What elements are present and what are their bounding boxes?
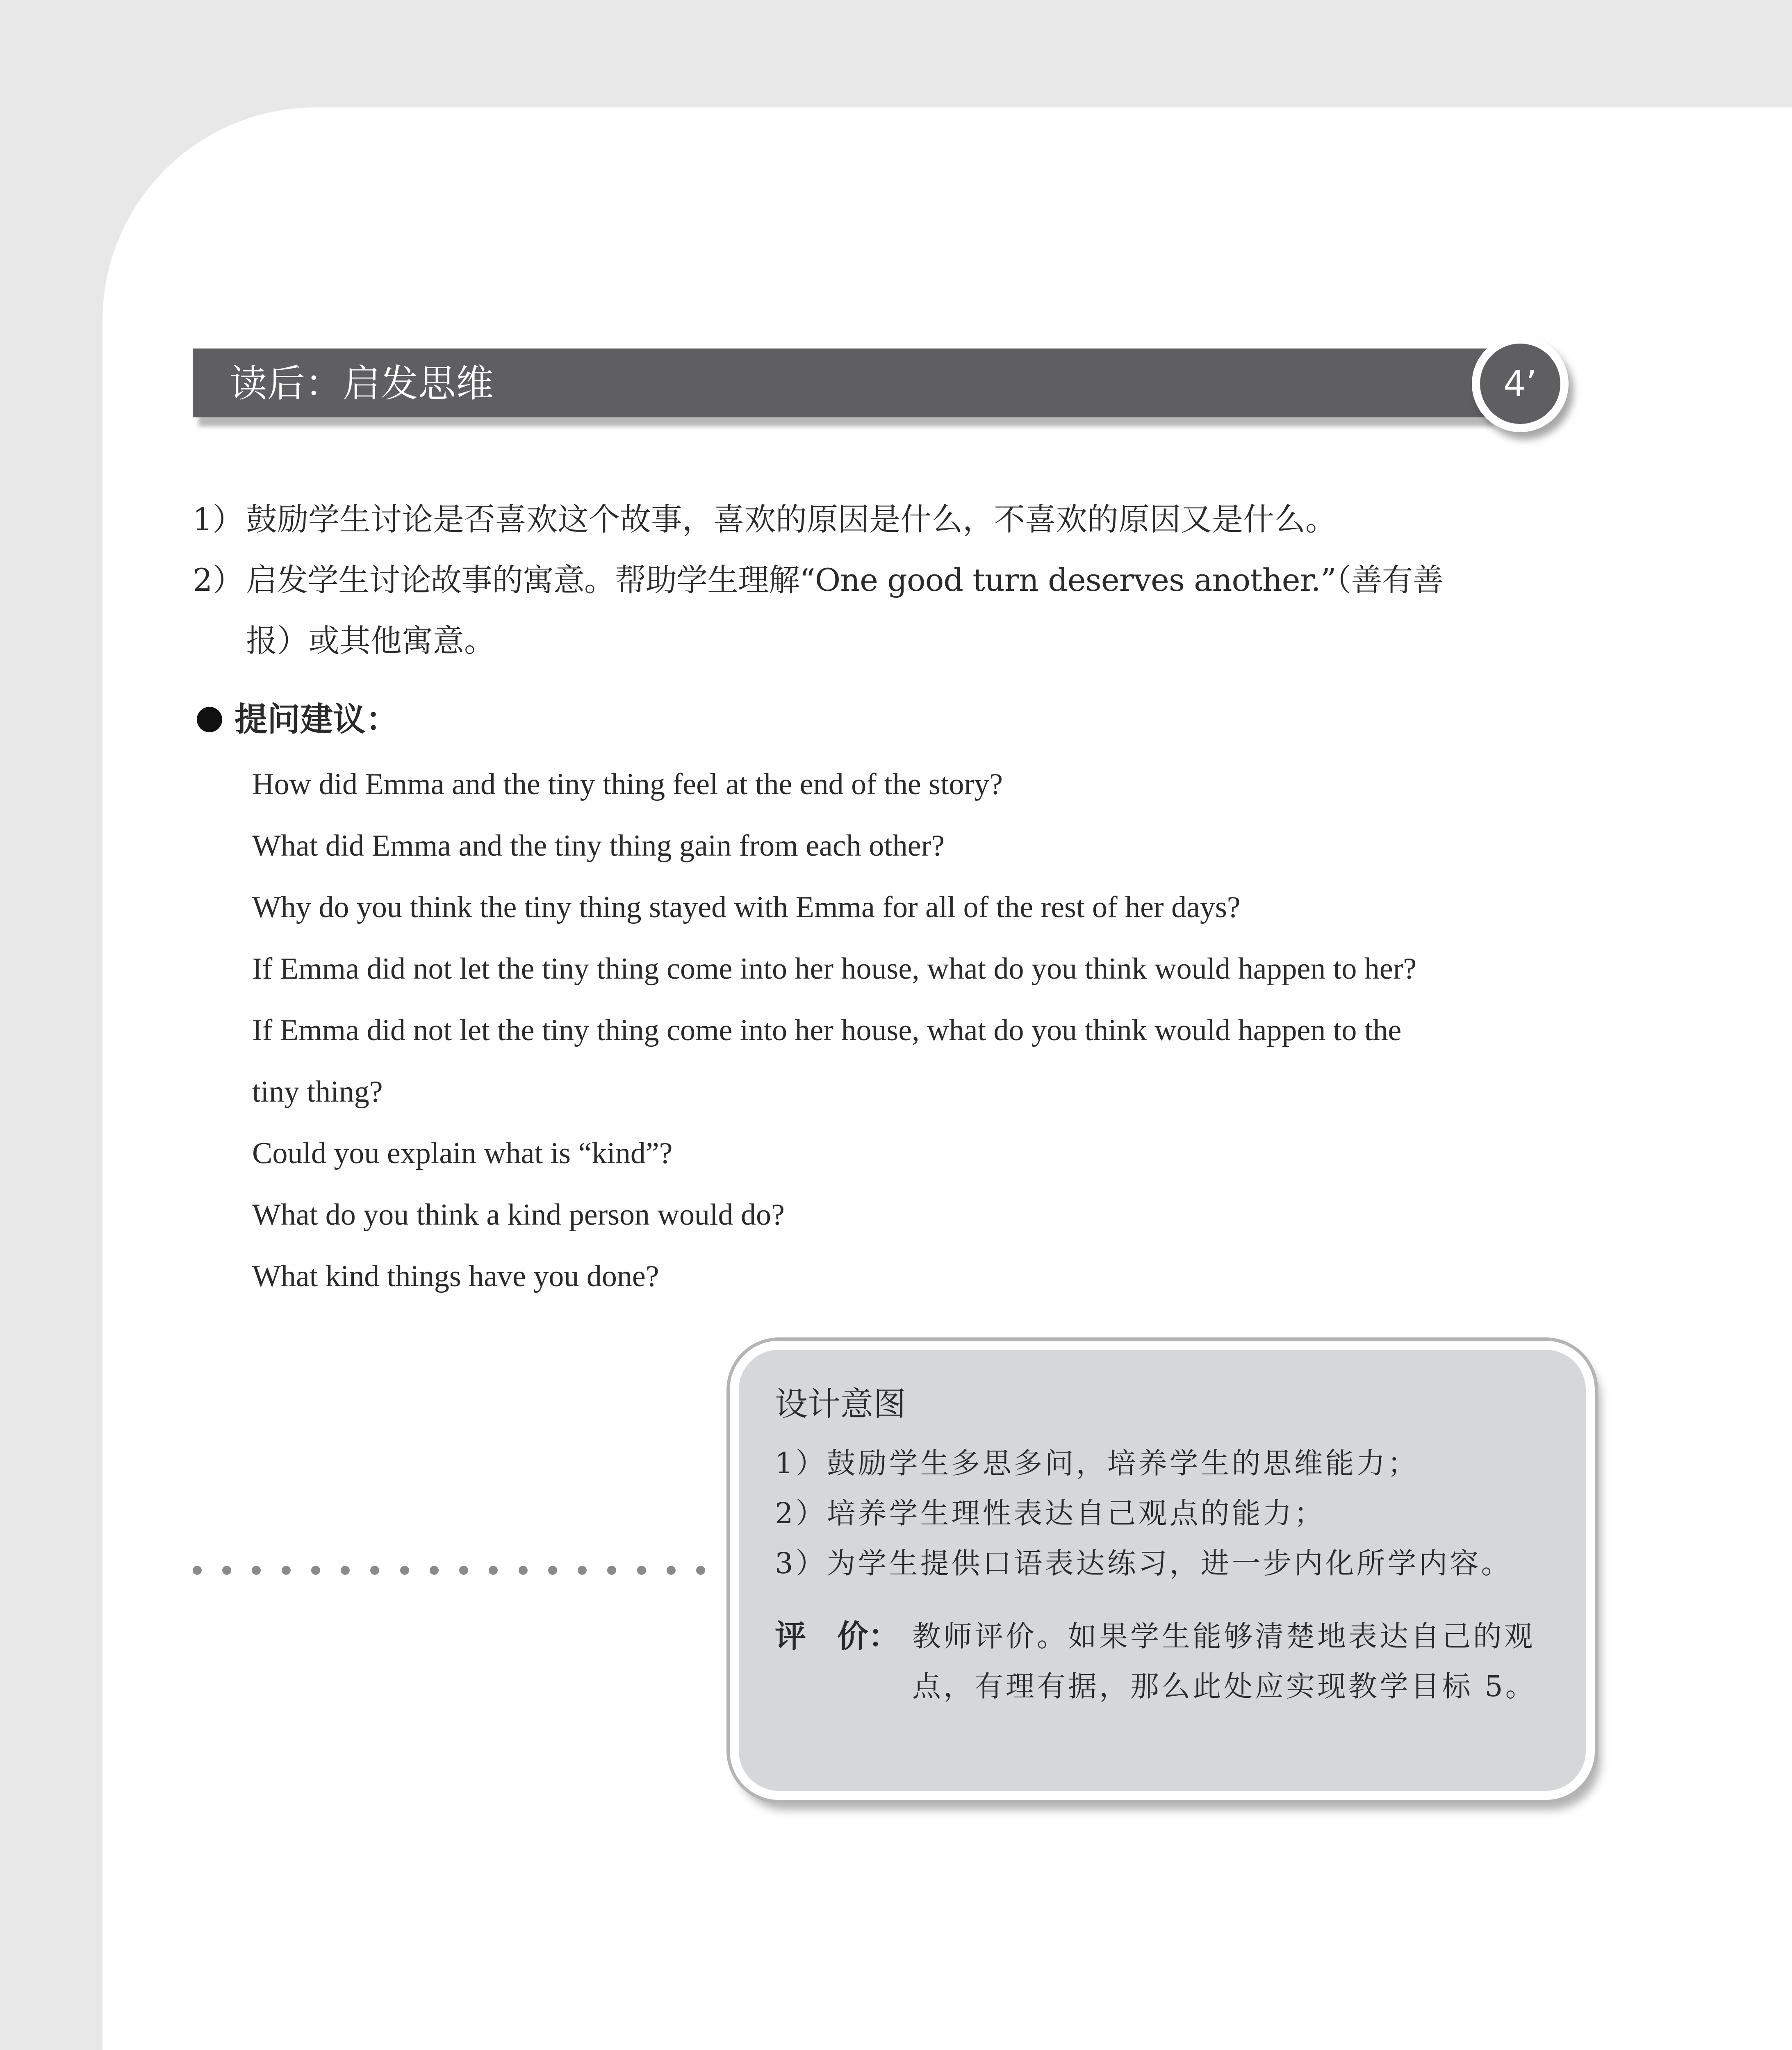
step-2-text: 启发学生讨论故事的寓意。帮助学生理解“One good turn deserves another.”（善有善 [246, 562, 1444, 598]
design-intent-title: 设计意图 [775, 1385, 906, 1423]
dot [252, 1566, 261, 1575]
step-2 [193, 549, 1607, 611]
step-1-text: 鼓励学生讨论是否喜欢这个故事，喜欢的原因是什么，不喜欢的原因又是什么。 [246, 501, 1337, 538]
question-line: What do you think a kind person would do? [252, 1198, 785, 1232]
dot [282, 1566, 291, 1575]
step-1 [193, 489, 1607, 550]
dot [578, 1566, 587, 1575]
dot [667, 1566, 676, 1575]
question-line: How did Emma and the tiny thing feel at the end of the story? [252, 768, 1003, 801]
questions-heading-text: 提问建议： [235, 700, 398, 738]
step-2-continuation: 报）或其他寓意。 [246, 622, 495, 659]
dot [489, 1566, 498, 1575]
dot [341, 1566, 350, 1575]
dot [607, 1566, 616, 1575]
step-1-number: 1） [193, 501, 244, 538]
design-intent-item: 3）为学生提供口语表达练习，进一步内化所学内容。 [775, 1547, 1512, 1580]
dot [637, 1566, 646, 1575]
section-title: 读后：启发思维 [230, 362, 494, 405]
question-line: What did Emma and the tiny thing gain from each other? [252, 829, 945, 863]
step-2-number: 2） [193, 562, 244, 598]
dot [459, 1566, 468, 1575]
evaluation-text: 教师评价。如果学生能够清楚地表达自己的观点，有理有据，那么此处应实现教学目标 5。 [912, 1620, 1537, 1703]
question-line: Why do you think the tiny thing stayed with Emma for all of the rest of her days? [252, 891, 1241, 924]
dot [430, 1566, 439, 1575]
dot [193, 1566, 202, 1575]
dot [222, 1566, 231, 1575]
question-line: If Emma did not let the tiny thing come into her house, what do you think would happen to the [252, 1014, 1402, 1047]
question-line: If Emma did not let the tiny thing come into her house, what do you think would happen to her? [252, 952, 1417, 986]
dot [696, 1566, 705, 1575]
dot [400, 1566, 409, 1575]
design-intent-item: 2）培养学生理性表达自己观点的能力； [775, 1496, 1325, 1530]
time-badge: 4’ [1472, 335, 1569, 432]
question-line: tiny thing? [252, 1075, 383, 1109]
dot [519, 1566, 528, 1575]
dot [548, 1566, 557, 1575]
evaluation-label: 评 价： [775, 1618, 899, 1654]
bullet-icon [197, 707, 222, 732]
question-line: Could you explain what is “kind”? [252, 1137, 673, 1170]
question-line: What kind things have you done? [252, 1260, 659, 1293]
dot [370, 1566, 379, 1575]
dot [311, 1566, 320, 1575]
questions-heading [197, 693, 398, 746]
dotted-leader [193, 1558, 705, 1583]
design-intent-item: 1）鼓励学生多思多问，培养学生的思维能力； [775, 1446, 1419, 1480]
